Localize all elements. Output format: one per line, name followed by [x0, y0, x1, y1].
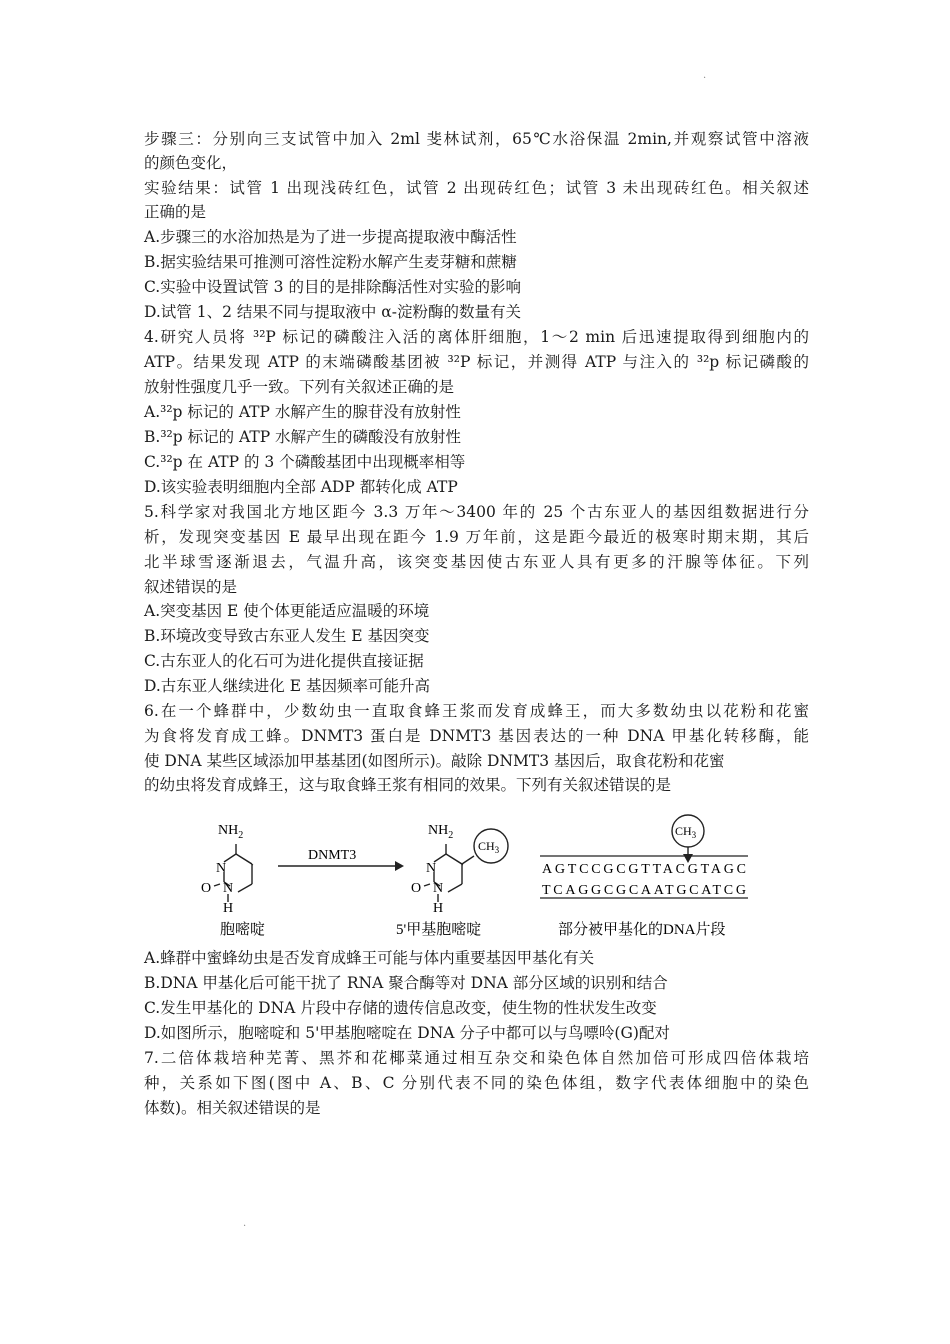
option-line: A.³²p 标记的 ATP 水解产生的腺苷没有放射性: [144, 403, 461, 421]
nh2-label: $NH_2$: [218, 823, 244, 841]
atom-h-label: H: [223, 901, 234, 916]
text-line: 实验结果：试管 1 出现浅砖红色，试管 2 出现砖红色；试管 3 未出现砖红色。相关叙述: [144, 179, 809, 197]
question-4-line: 4.研究人员将 ³²P 标记的磷酸注入活的离体肝细胞，1～2 min 后迅速提取得到细胞内的: [144, 328, 809, 346]
question-5-line: 北半球雪逐渐退去，气温升高，该突变基因使古东亚人具有更多的汗腺等体征。下列: [144, 553, 809, 571]
option-line: D.该实验表明细胞内全部 ADP 都转化成 ATP: [144, 478, 458, 496]
dna-methylation-figure: [190, 812, 760, 942]
option-line: D.试管 1、2 结果不同与提取液中 α-淀粉酶的数量有关: [144, 303, 522, 321]
atom-h-label: H: [433, 901, 444, 916]
corner-mark: .: [703, 70, 707, 81]
text-line: 正确的是: [144, 203, 207, 221]
nh2-label: $NH_2$: [428, 823, 454, 841]
question-6-line: 使 DNA 某些区域添加甲基基团(如图所示)。敲除 DNMT3 基因后，取食花粉和花蜜: [144, 752, 725, 770]
option-line: A.突变基因 E 使个体更能适应温暖的环境: [144, 602, 430, 620]
option-line: C.³²p 在 ATP 的 3 个磷酸基团中出现概率相等: [144, 453, 466, 471]
atom-n-label: N: [426, 861, 437, 876]
option-line: A.蜂群中蜜蜂幼虫是否发育成蜂王可能与体内重要基因甲基化有关: [144, 949, 595, 967]
option-line: C.实验中设置试管 3 的目的是排除酶活性对实验的影响: [144, 278, 521, 296]
bottom-mark: .: [243, 1218, 247, 1229]
option-line: A.步骤三的水浴加热是为了进一步提高提取液中酶活性: [144, 228, 517, 246]
cytosine-label: 胞嘧啶: [220, 922, 266, 938]
atom-o-label: O: [411, 881, 422, 896]
atom-n-label: N: [223, 881, 234, 896]
question-5-line: 析，发现突变基因 E 最早出现在距今 1.9 万年前，这是距今最近的极寒时期末期，其后: [144, 528, 809, 546]
atom-n-label: N: [216, 861, 227, 876]
question-7-line: 7.二倍体栽培种芜菁、黑芥和花椰菜通过相互杂交和染色体自然加倍可形成四倍体栽培: [144, 1049, 809, 1067]
option-line: B.DNA 甲基化后可能干扰了 RNA 聚合酶等对 DNA 部分区域的识别和结合: [144, 974, 668, 992]
dna-strand-top: AGTCCGCGTTACGTAGC: [542, 862, 746, 877]
dna-fragment-label: 部分被甲基化的DNA片段: [558, 922, 726, 938]
option-line: B.环境改变导致古东亚人发生 E 基因突变: [144, 627, 430, 645]
question-5-line: 5.科学家对我国北方地区距今 3.3 万年～3400 年的 25 个古东亚人的基因组数据进行分: [144, 503, 809, 521]
question-4-line: 放射性强度几乎一致。下列有关叙述正确的是: [144, 378, 455, 396]
dna-fragment: [540, 815, 748, 898]
question-7-line: 体数)。相关叙述错误的是: [144, 1099, 321, 1117]
atom-o-label: O: [201, 881, 212, 896]
atom-n-label: N: [433, 881, 444, 896]
question-7-line: 种，关系如下图(图中 A、B、C 分别代表不同的染色体组，数字代表体细胞中的染色: [144, 1074, 809, 1092]
methylcytosine-label: 5'甲基胞嘧啶: [396, 922, 482, 938]
question-4-line: ATP。结果发现 ATP 的末端磷酸基团被 ³²P 标记，并测得 ATP 与注入的 ³²p 标记磷酸的: [144, 353, 809, 371]
option-line: D.古东亚人继续进化 E 基因频率可能升高: [144, 677, 430, 695]
question-6-line: 为食将发育成工蜂。DNMT3 蛋白是 DNMT3 基因表达的一种 DNA 甲基化转移酶，能: [144, 727, 809, 745]
option-line: C.发生甲基化的 DNA 片段中存储的遗传信息改变，使生物的性状发生改变: [144, 999, 657, 1017]
text-line: 的颜色变化，: [144, 154, 238, 172]
dna-strand-bottom: TCAGGCGCAATGCATCG: [542, 883, 746, 898]
question-6-line: 6.在一个蜂群中，少数幼虫一直取食蜂王浆而发育成蜂王，而大多数幼虫以花粉和花蜜: [144, 702, 809, 720]
text-line: 步骤三：分别向三支试管中加入 2ml 斐林试剂，65℃水浴保温 2min,并观察试管中溶液: [144, 130, 809, 148]
option-line: B.³²p 标记的 ATP 水解产生的磷酸没有放射性: [144, 428, 462, 446]
option-line: D.如图所示，胞嘧啶和 5'甲基胞嘧啶在 DNA 分子中都可以与鸟嘌呤(G)配对: [144, 1024, 670, 1042]
enzyme-label: DNMT3: [308, 848, 357, 863]
question-6-line: 的幼虫将发育成蜂王，这与取食蜂王浆有相同的效果。下列有关叙述错误的是: [144, 776, 672, 794]
question-5-line: 叙述错误的是: [144, 578, 238, 596]
methyl-label: $CH_3$: [478, 839, 500, 855]
option-line: B.据实验结果可推测可溶性淀粉水解产生麦芽糖和蔗糖: [144, 253, 517, 271]
methyl-label: $CH_3$: [675, 824, 697, 840]
option-line: C.古东亚人的化石可为进化提供直接证据: [144, 652, 424, 670]
